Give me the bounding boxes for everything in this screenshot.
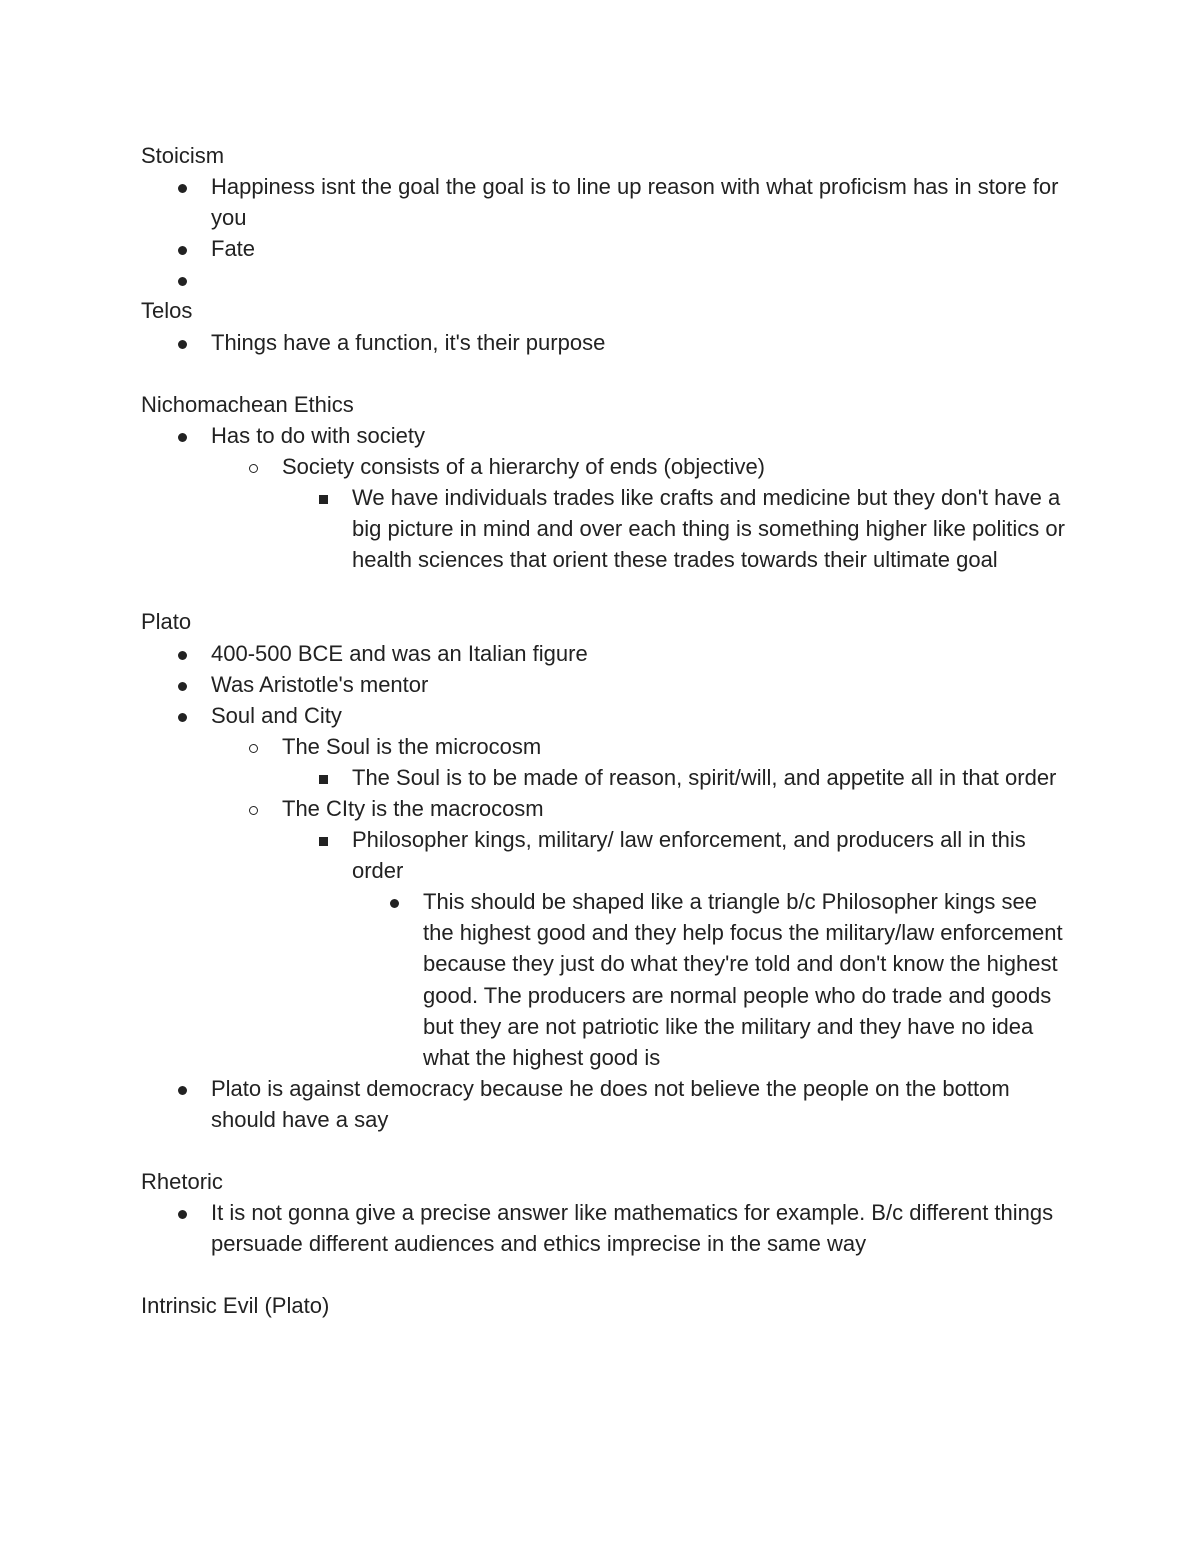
list-item-empty xyxy=(141,264,1071,295)
list-item-text: 400-500 BCE and was an Italian figure xyxy=(211,640,588,666)
blank-line xyxy=(141,358,1071,389)
list-item-text: Happiness isnt the goal the goal is to line up reason with what proficism has in store for you xyxy=(211,174,1059,231)
blank-line xyxy=(141,575,1071,606)
list-item-text: Society consists of a hierarchy of ends (objective) xyxy=(282,453,766,479)
list-item xyxy=(141,451,1071,482)
list-item-text: Soul and City xyxy=(211,702,342,728)
section-heading-nichomachean-ethics: Nichomachean Ethics xyxy=(141,391,354,417)
list-item xyxy=(141,824,1071,886)
blank-line xyxy=(141,1135,1071,1166)
list-item xyxy=(141,420,1071,451)
list-item-text xyxy=(211,264,1071,295)
list-item-text: Was Aristotle's mentor xyxy=(211,671,429,697)
document-body xyxy=(141,140,1071,1322)
section-heading-telos: Telos xyxy=(141,298,193,324)
list-item xyxy=(141,793,1071,824)
list-item xyxy=(141,482,1071,575)
blank-line xyxy=(141,1259,1071,1290)
list-item xyxy=(141,233,1071,264)
list-item-text: Fate xyxy=(211,236,256,262)
list-item-text: The Soul is to be made of reason, spirit/will, and appetite all in that order xyxy=(352,764,1057,790)
list-item xyxy=(141,886,1071,1073)
list-item xyxy=(141,1197,1071,1259)
list-item xyxy=(141,700,1071,731)
list-item-text: It is not gonna give a precise answer like mathematics for example. B/c different things persuade different audiences and ethics imprecise in the same way xyxy=(211,1200,1054,1257)
list-item xyxy=(141,327,1071,358)
list-item xyxy=(141,171,1071,233)
list-item xyxy=(141,1073,1071,1135)
list-item xyxy=(141,638,1071,669)
list-item-text: We have individuals trades like crafts and medicine but they don't have a big picture in mind and over each thing is something higher like politics or health sciences that orient these trades towards their ultimate goal xyxy=(352,485,1065,573)
list-item xyxy=(141,731,1071,762)
section-heading-stoicism: Stoicism xyxy=(141,143,225,168)
list-item-text: The CIty is the macrocosm xyxy=(282,795,544,821)
list-item xyxy=(141,762,1071,793)
list-item-text: The Soul is the microcosm xyxy=(282,733,542,759)
list-item-text: Philosopher kings, military/ law enforcement, and producers all in this order xyxy=(352,827,1026,884)
section-heading-plato: Plato xyxy=(141,609,192,635)
list-item-text: This should be shaped like a triangle b/c Philosopher kings see the highest good and they help focus the military/law enforcement because they just do what they're told and don't know the highest good. The producers are normal people who do trade and goods but they are not patriotic like the military and they have no idea what the highest good is xyxy=(423,889,1063,1070)
list-item-text: Plato is against democracy because he does not believe the people on the bottom should have a say xyxy=(211,1075,1010,1132)
list-item xyxy=(141,669,1071,700)
list-item-text: Has to do with society xyxy=(211,422,425,448)
list-item-text: Things have a function, it's their purpose xyxy=(211,329,606,355)
section-heading-rhetoric: Rhetoric xyxy=(141,1169,223,1195)
section-heading-intrinsic-evil: Intrinsic Evil (Plato) xyxy=(141,1293,330,1319)
